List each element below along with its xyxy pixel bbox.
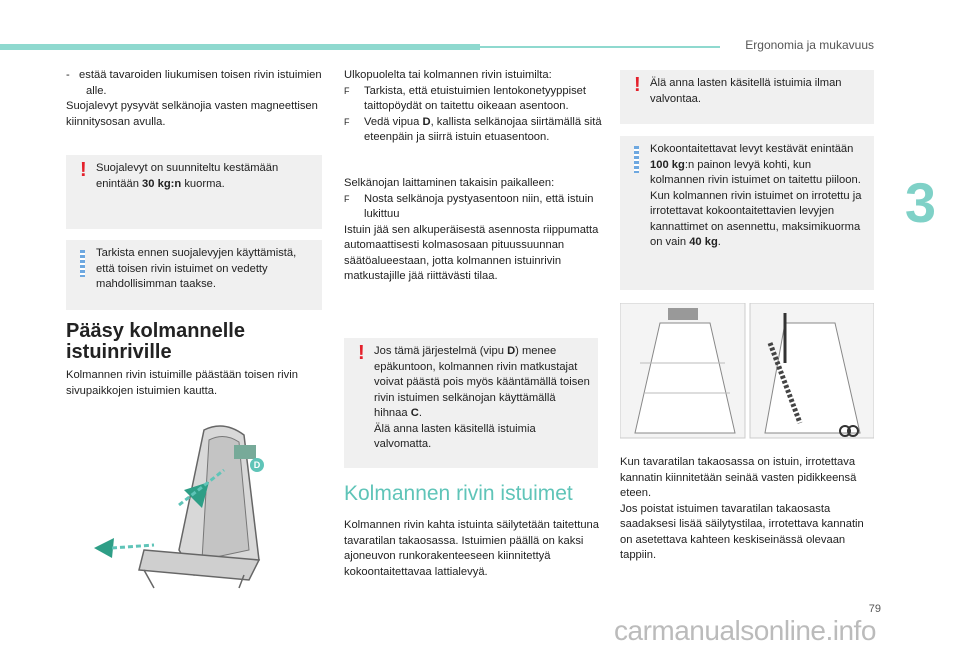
section-text-access: Kolmannen rivin istuimille päästään toisen rivin sivupaikkojen istuimien kautta. — [66, 369, 298, 397]
column-2 — [344, 68, 602, 146]
paragraph: Suojalevyt pysyvät selkänojia vasten magneettisen kiinnitysosan avulla. — [66, 100, 318, 128]
info-icon — [80, 250, 85, 277]
column-1 — [66, 68, 324, 130]
page-number: 79 — [868, 603, 881, 615]
watermark: carmanualsonline.info — [614, 615, 876, 646]
cargo-text: Kun tavaratilan takaosassa on istuin, irrotettava kannatin kiinnitetään seinää vasten pidikkeensä eteen. Jos poistat istuimen tavaratilan takaosasta saadaksesi lisää säilytystilaa, irrotettava kannatin on asetettava kahteen keskiseinässä olevaan tappiin. — [620, 456, 864, 561]
info-box — [66, 240, 322, 310]
bullet-item: F Nosta selkänoja pystyasentoon niin, että istuin lukittuu — [344, 192, 594, 220]
info-text: Kokoontaitettavat levyt kestävät enintään 100 kg:n painon levyä kohti, kun kolmannen rivin istuimet on taitettu piiloon. Kun kolmannen rivin istuimet on irrotettu ja irrotettavat kokoontaitettavien levyjen kannattimet on asennettu, maksimikuorma on vain 40 kg. — [650, 143, 862, 248]
intro-text: Ulkopuolelta tai kolmannen rivin istuimilta: — [344, 69, 552, 81]
warning-box — [620, 70, 874, 124]
warning-text: Jos tämä järjestelmä (vipu D) menee epäkuntoon, kolmannen rivin matkustajat voivat päästä pois myös kääntämällä toisen rivin istuimen selkänojan käyttämällä hihnaa C. Älä anna lasten käsitellä istuimia valvomatta. — [374, 345, 590, 450]
seat-illustration — [84, 410, 284, 590]
header-accent-bar — [0, 44, 480, 50]
return-instructions — [344, 176, 602, 285]
return-intro: Selkänojan laittaminen takaisin paikalleen: — [344, 177, 555, 189]
info-text: Tarkista ennen suojalevyjen käyttämistä, että toisen rivin istuimet on vedetty mahdollisimman taakse. — [96, 247, 297, 290]
header-accent-line — [480, 46, 720, 48]
bullet-item: F Vedä vipua D, kallista selkänojaa siirtämällä sitä eteenpäin ja siirrä istuin etuasentoon. — [344, 115, 602, 143]
arrow-slide-icon — [94, 538, 114, 558]
dash-item: - estää tavaroiden liukumisen toisen rivin istuimien alle. — [66, 69, 322, 97]
cargo-area-illustration — [620, 303, 874, 443]
chapter-number: 3 — [904, 171, 936, 234]
bullet-item: F Tarkista, että etuistuimien lentokonetyyppiset taittopöydät on taitettu oikeaan asentoon. — [344, 84, 587, 112]
section-title-third-row: Kolmannen rivin istuimet — [344, 482, 573, 505]
warning-icon: ! — [358, 342, 365, 364]
section-text-third-row: Kolmannen rivin kahta istuinta säilytetään taitettuna tavaratilan takaosassa. Istuimien päällä on kaksi ajoneuvon runkorakenteeseen kiinnitettyä kokoontaitettavaa lattialevyä. — [344, 519, 599, 578]
chapter-title: Ergonomia ja mukavuus — [745, 38, 874, 52]
warning-icon: ! — [634, 74, 641, 96]
warning-box — [344, 338, 598, 468]
warning-box — [66, 155, 322, 229]
seat-lever-figure — [84, 410, 284, 590]
info-box — [620, 136, 874, 290]
info-icon — [634, 146, 639, 173]
return-text: Istuin jää sen alkuperäisestä asennosta riippumatta automaattisesti kolmasosaan pituussuunnan säätöalueestaan, jotta kolmannen istuinrivin matkustajille jää riittävästi tilaa. — [344, 223, 599, 282]
section-title-access: Pääsy kolmannelle istuinriville — [66, 320, 245, 363]
lever-d-label: D — [250, 458, 264, 472]
warning-text: Suojalevyt on suunniteltu kestämään enintään 30 kg:n kuorma. — [96, 162, 279, 190]
cargo-floor-figure — [620, 303, 874, 443]
warning-text: Älä anna lasten käsitellä istuimia ilman valvontaa. — [650, 77, 842, 105]
warning-icon: ! — [80, 159, 87, 181]
